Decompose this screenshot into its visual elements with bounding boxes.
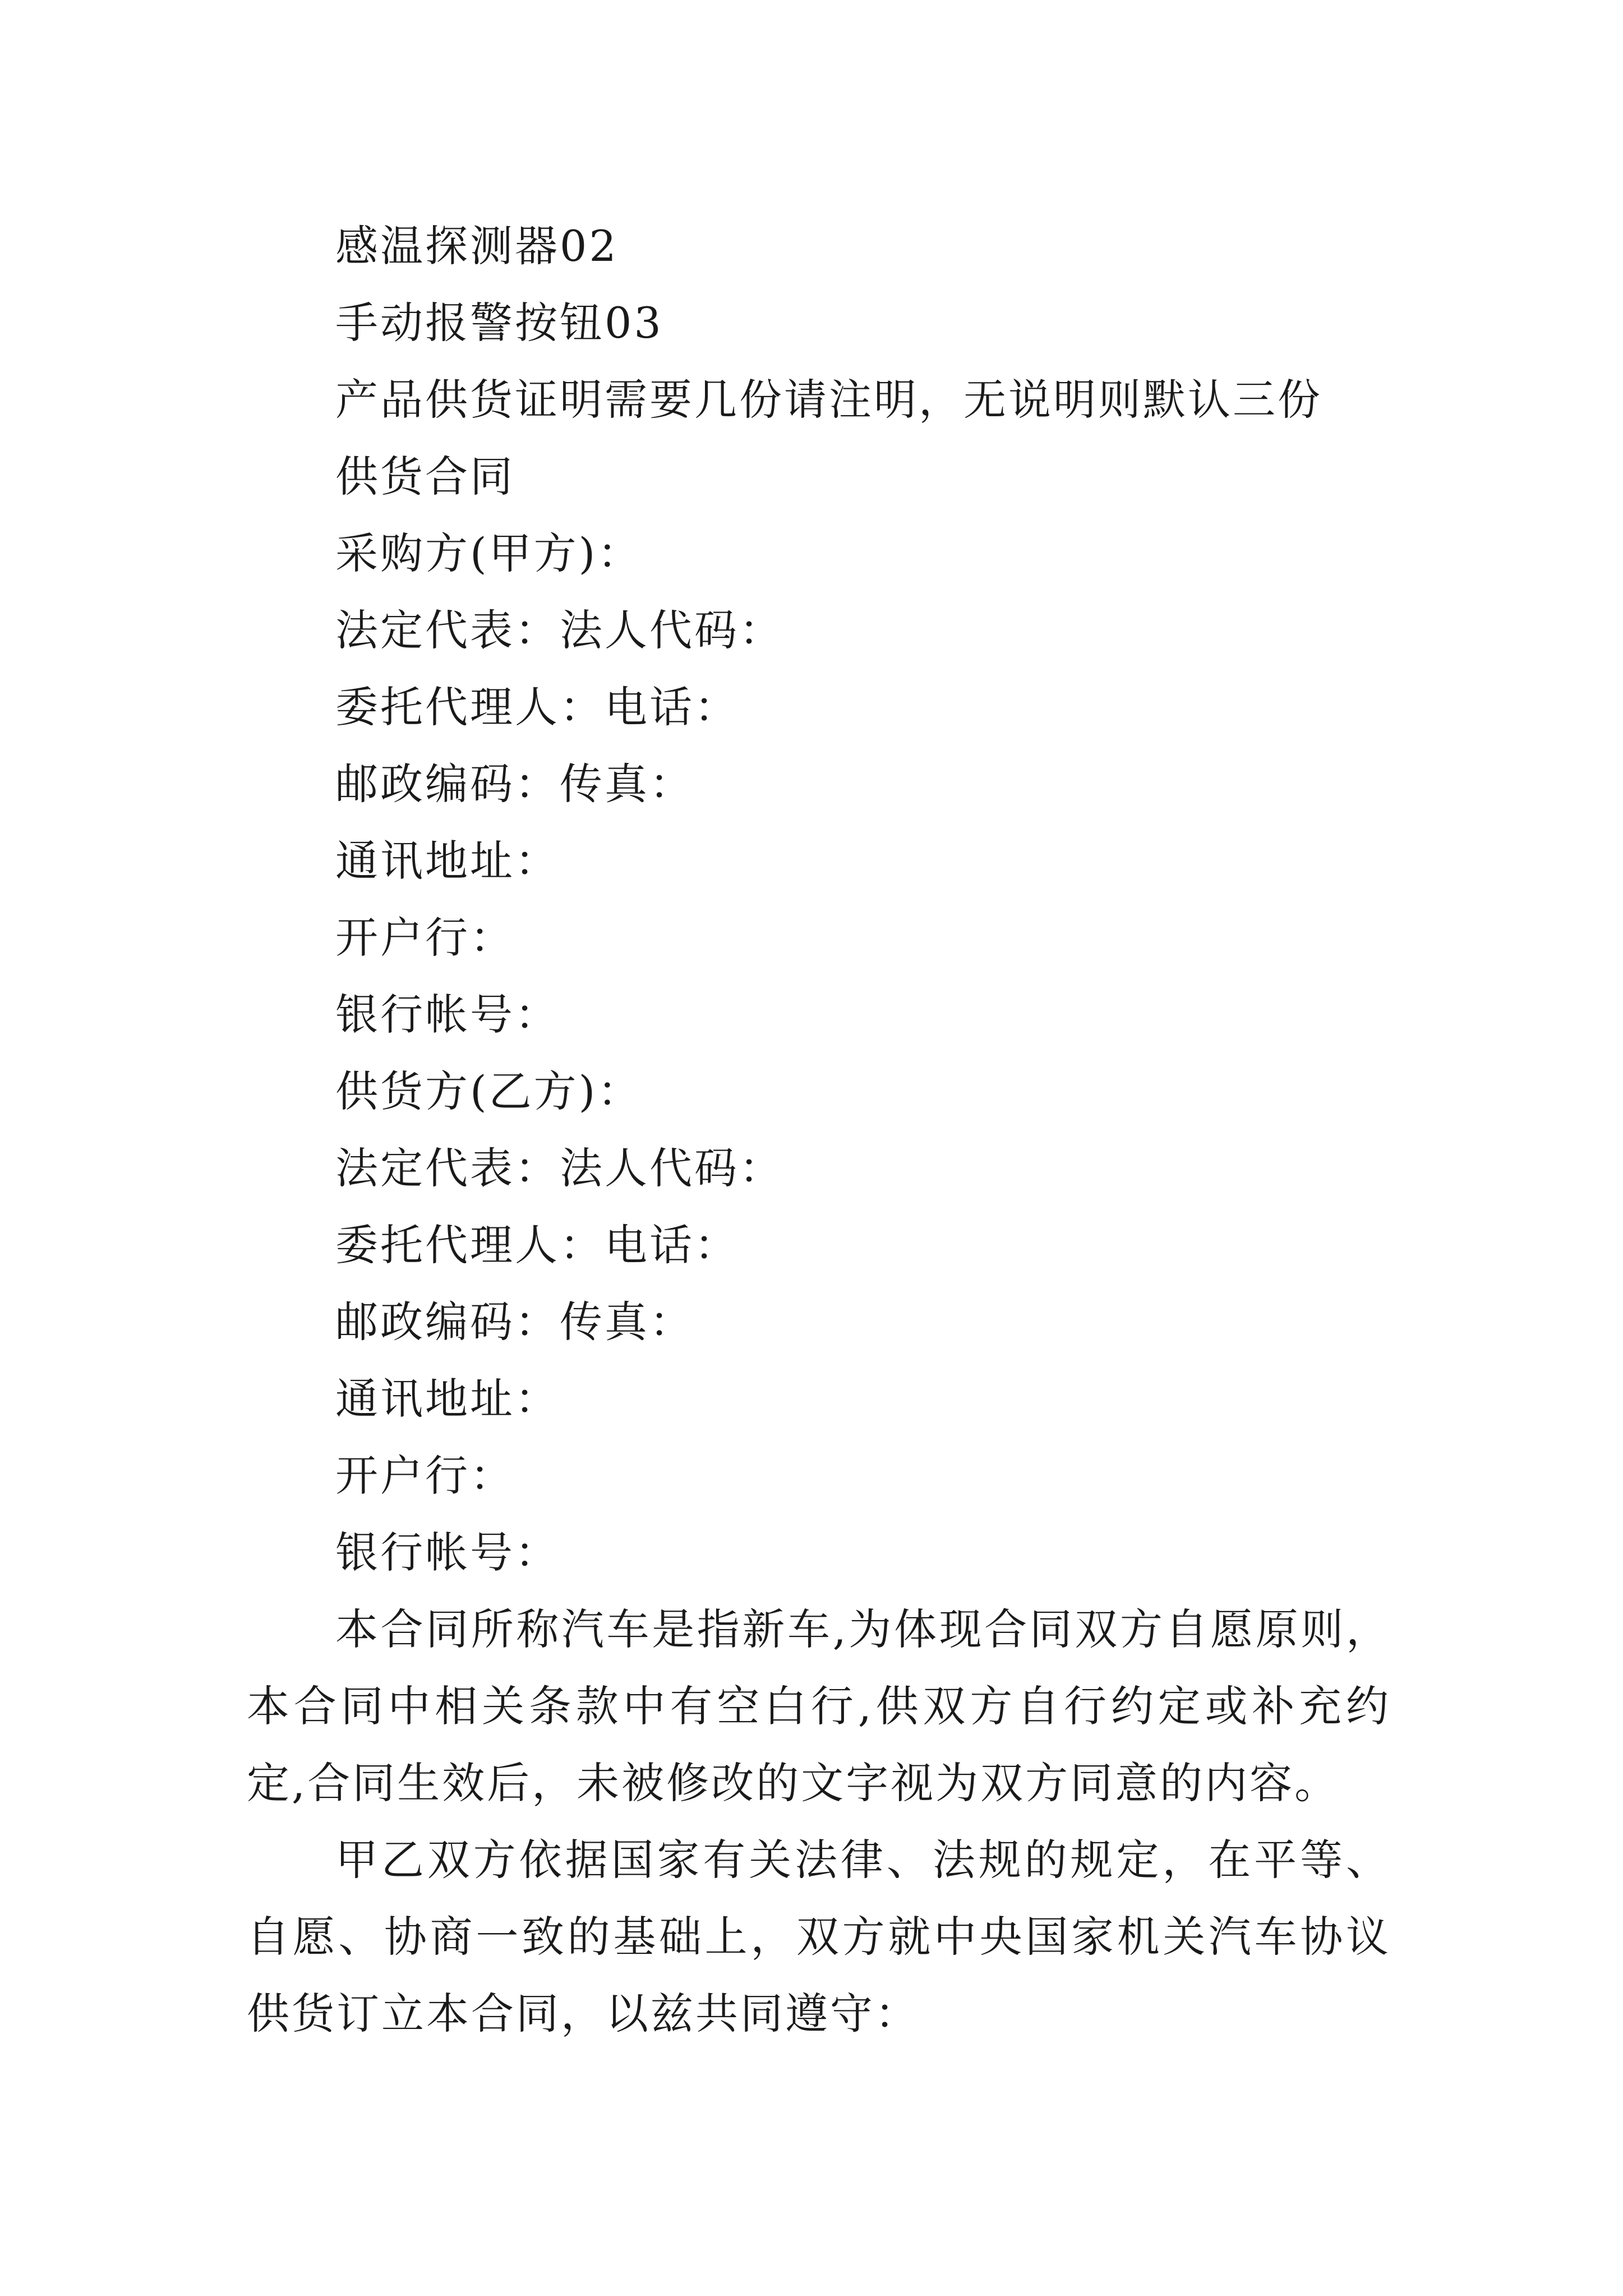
contract-basis-paragraph: 甲乙双方依据国家有关法律、法规的规定，在平等、自愿、协商一致的基础上，双方就中央国家机关汽车协议供货订立本合同，以兹共同遵守： bbox=[247, 1835, 1391, 2039]
party-a-account: 银行帐号： bbox=[335, 990, 560, 1039]
party-a-representative: 法定代表：法人代码： bbox=[335, 605, 784, 655]
party-b-agent: 委托代理人：电话： bbox=[335, 1220, 739, 1270]
party-a-bank: 开户行： bbox=[335, 913, 515, 963]
detector-line: 感温探测器02 bbox=[335, 221, 619, 271]
party-a-heading: 采购方(甲方)： bbox=[335, 528, 643, 578]
party-b-postal: 邮政编码：传真： bbox=[335, 1297, 694, 1347]
alarm-button-line: 手动报警按钮03 bbox=[335, 298, 663, 348]
party-b-bank: 开户行： bbox=[335, 1451, 515, 1501]
party-b-heading: 供货方(乙方)： bbox=[335, 1066, 643, 1116]
party-a-address: 通讯地址： bbox=[335, 836, 560, 886]
certificate-note: 产品供货证明需要几份请注明，无说明则默认三份 bbox=[335, 375, 1322, 425]
party-b-address: 通讯地址： bbox=[335, 1374, 560, 1424]
contract-definition-paragraph: 本合同所称汽车是指新车,为体现合同双方自愿原则，本合同中相关条款中有空白行,供双方自行约定或补充约定,合同生效后，未被修改的文字视为双方同意的内容。 bbox=[247, 1604, 1391, 1808]
party-a-agent: 委托代理人：电话： bbox=[335, 682, 739, 732]
party-a-postal: 邮政编码：传真： bbox=[335, 759, 694, 809]
document-body bbox=[247, 208, 1391, 2052]
contract-title: 供货合同 bbox=[335, 452, 515, 501]
party-b-representative: 法定代表：法人代码： bbox=[335, 1143, 784, 1193]
party-b-account: 银行帐号： bbox=[335, 1527, 560, 1577]
